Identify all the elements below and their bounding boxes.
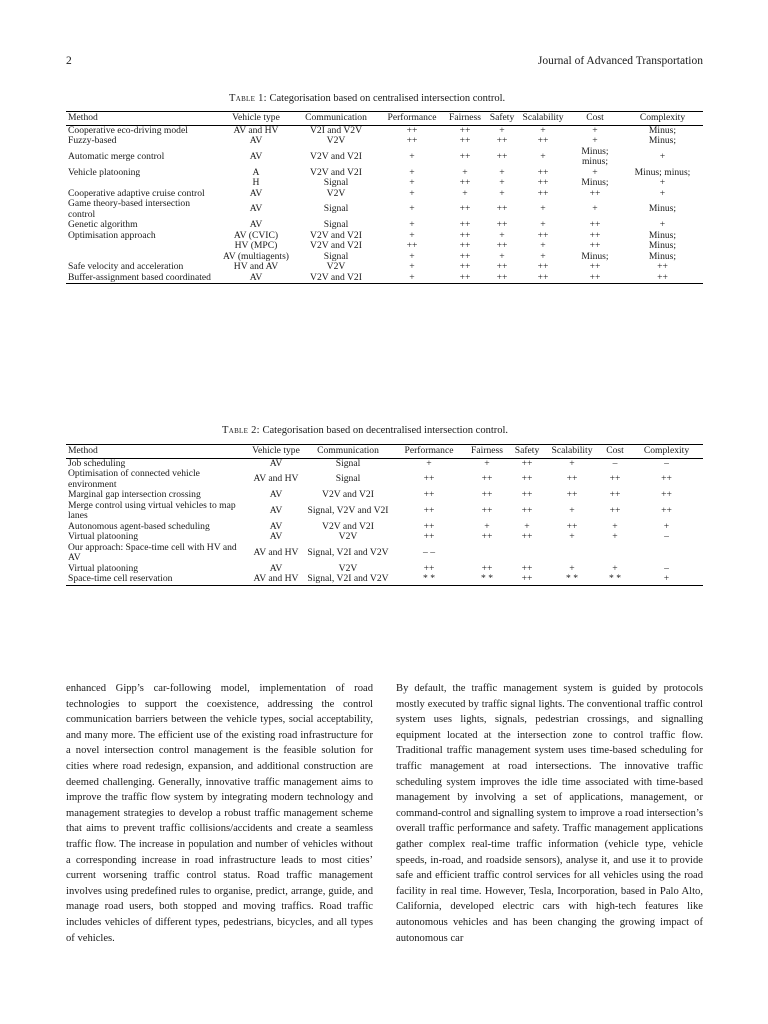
- table-cell-method: [66, 241, 220, 252]
- table-cell-safety: [510, 543, 544, 564]
- table-cell-safety: +: [499, 187, 505, 199]
- table-cell-cost: Minus;: [581, 177, 609, 188]
- table-cell-fair: ++: [459, 250, 471, 262]
- table1-header-cell: Fairness: [449, 112, 481, 123]
- table-cell-complexity: Minus; minus;: [634, 166, 691, 178]
- table-cell-safety: ++: [521, 457, 533, 469]
- table-cell-fair: ++: [481, 531, 493, 542]
- table-cell-fair: +: [484, 457, 490, 469]
- table-cell-method: Vehicle platooning: [68, 166, 141, 178]
- table-cell-method: Our approach: Space-time cell with HV and AV: [68, 541, 237, 563]
- table-cell-comm: Signal, V2V and V2I: [307, 504, 389, 516]
- table-cell-perf: ++: [423, 504, 435, 516]
- table1-caption-text: Categorisation based on centralised intersection control.: [269, 93, 506, 104]
- table-cell-safety: ++: [496, 150, 508, 162]
- table1-header-cell: Cost: [586, 112, 604, 123]
- table-cell-comm: V2V: [326, 187, 346, 199]
- table-cell-cost: +: [612, 531, 618, 542]
- table-cell-method: Merge control using virtual vehicles to map lanes: [68, 499, 236, 521]
- table-cell-cost: ++: [609, 504, 621, 516]
- table-cell-scal: ++: [537, 177, 549, 188]
- table-cell-fair: ++: [459, 177, 471, 188]
- table-cell-fair: +: [462, 166, 468, 178]
- table-cell-perf: +: [409, 250, 415, 262]
- table-cell-scal: ++: [566, 489, 578, 500]
- table-cell-scal: ++: [537, 261, 549, 272]
- table-cell-safety: ++: [496, 271, 508, 283]
- table2-header-cell: Fairness: [471, 445, 503, 456]
- table-cell-method: Autonomous agent-based scheduling: [68, 520, 210, 532]
- table2-label: Table 2:: [222, 425, 260, 436]
- table-cell-scal: * *: [566, 573, 578, 584]
- table-cell-perf: +: [409, 166, 415, 178]
- table-cell-complexity: –: [664, 457, 669, 469]
- table-cell-perf: ++: [423, 489, 435, 500]
- table-cell-cost: ++: [589, 271, 601, 283]
- table-cell-vehicle: AV: [249, 271, 263, 283]
- table-cell-complexity: Minus;: [648, 203, 677, 215]
- table-cell-comm: Signal: [323, 219, 349, 230]
- table-cell-method: Cooperative adaptive cruise control: [68, 187, 205, 199]
- table-cell-perf: ++: [423, 562, 435, 574]
- table1-header-cell: Method: [68, 112, 98, 123]
- table-cell-complexity: [630, 543, 703, 564]
- table-cell-scal: ++: [537, 229, 549, 241]
- table-cell-scal: [544, 543, 600, 564]
- table-cell-safety: +: [499, 124, 505, 136]
- table-cell-cost: ++: [589, 219, 601, 230]
- table-cell-comm: Signal, V2I and V2V: [307, 573, 389, 584]
- table-cell-method: Optimisation of connected vehicle environment: [68, 468, 200, 490]
- table-cell-method: Marginal gap intersection crossing: [68, 489, 201, 500]
- table-cell-fair: ++: [459, 240, 471, 251]
- table-cell-scal: ++: [566, 520, 578, 532]
- table-cell-fair: ++: [459, 150, 471, 162]
- table-cell-vehicle: AV: [269, 562, 283, 574]
- table-cell-vehicle: AV: [249, 150, 263, 162]
- table2-body: [66, 458, 703, 585]
- table2-header-cell: Vehicle type: [252, 445, 300, 456]
- table-cell-perf: +: [409, 261, 415, 272]
- table-cell-perf: +: [409, 203, 415, 215]
- table-cell-complexity: +: [659, 219, 666, 230]
- table-cell-complexity: +: [659, 150, 666, 162]
- table1-caption: [229, 93, 505, 104]
- table-cell-safety: +: [524, 520, 530, 532]
- table-cell-safety: +: [499, 166, 505, 178]
- table-cell-scal: +: [540, 250, 546, 262]
- table-cell-vehicle: H: [252, 177, 260, 188]
- table-cell-perf: – –: [423, 546, 435, 558]
- table-cell-comm: V2V: [326, 261, 346, 272]
- table-row: [66, 178, 703, 189]
- table-cell-comm: Signal: [323, 203, 349, 215]
- table-cell-cost: Minus;: [581, 250, 609, 262]
- table-cell-safety: +: [499, 177, 505, 188]
- table1-header-cell: Safety: [489, 112, 515, 123]
- table-row: [66, 231, 703, 242]
- table-cell-cost: ++: [609, 489, 621, 500]
- table-cell-perf: +: [409, 177, 415, 188]
- table-cell-cost: +: [612, 562, 618, 574]
- table-cell-safety: ++: [521, 573, 533, 584]
- table-cell-safety: ++: [521, 504, 533, 516]
- table-cell-cost: ++: [589, 187, 601, 199]
- table-cell-safety: ++: [521, 562, 533, 574]
- table-cell-cost: +: [592, 124, 598, 136]
- table-row: [66, 273, 703, 284]
- table-cell-safety: ++: [521, 489, 533, 500]
- table-cell-cost: +: [592, 166, 598, 178]
- table-cell-complexity: Minus;: [648, 229, 677, 241]
- table-cell-complexity: ++: [657, 271, 668, 283]
- table-cell-complexity: –: [664, 531, 669, 542]
- table-cell-fair: ++: [459, 135, 471, 146]
- table-row: [66, 241, 703, 252]
- table1-header-row: [66, 112, 703, 126]
- table-cell-fair: ++: [459, 229, 471, 241]
- table-row: [66, 490, 703, 501]
- table-cell-perf: * *: [423, 573, 435, 584]
- table-cell-fair: * *: [481, 573, 493, 584]
- table-row: [66, 469, 703, 490]
- table-row: [66, 501, 703, 522]
- table-cell-safety: ++: [496, 219, 508, 230]
- table-cell-method: Automatic merge control: [68, 150, 165, 162]
- table-cell-vehicle: HV and AV: [233, 261, 279, 272]
- table-cell-safety: ++: [496, 203, 508, 215]
- table1-header-cell: Communication: [305, 112, 367, 123]
- table-cell-perf: +: [409, 187, 415, 199]
- table-cell-safety: ++: [521, 531, 533, 542]
- table-cell-comm: Signal: [323, 250, 349, 262]
- table-cell-vehicle: AV and HV: [253, 473, 299, 485]
- table-cell-perf: +: [409, 229, 415, 241]
- table-cell-cost: –: [612, 457, 618, 469]
- table-cell-comm: V2V and V2I: [310, 271, 362, 283]
- table-cell-method: [66, 178, 220, 189]
- table-cell-comm: V2V and V2I: [310, 240, 362, 251]
- table-cell-complexity: ++: [661, 489, 672, 500]
- table-cell-comm: V2V and V2I: [322, 489, 374, 500]
- journal-title: Journal of Advanced Transportation: [537, 55, 703, 67]
- table-cell-complexity: –: [664, 562, 669, 574]
- table-cell-scal: +: [569, 504, 575, 516]
- table-cell-vehicle: AV: [269, 531, 283, 542]
- table-cell-fair: ++: [481, 489, 493, 500]
- table-cell-vehicle: AV (CVIC): [233, 229, 279, 241]
- table1-label: Table 1:: [229, 93, 267, 104]
- table-cell-complexity: +: [663, 573, 670, 584]
- table-cell-method: Job scheduling: [68, 457, 126, 469]
- table-cell-fair: ++: [459, 124, 471, 136]
- table-cell-comm: V2I and V2V: [309, 124, 363, 136]
- table1-header-cell: Performance: [387, 112, 437, 123]
- table-cell-vehicle: AV: [249, 135, 263, 146]
- table-cell-comm: Signal: [335, 457, 361, 469]
- table-cell-vehicle: AV and HV: [253, 546, 299, 558]
- table-cell-complexity: +: [663, 520, 670, 532]
- table-cell-vehicle: AV: [269, 520, 283, 532]
- table-row: [66, 532, 703, 543]
- table-cell-fair: [464, 543, 510, 564]
- table-cell-complexity: +: [659, 177, 666, 188]
- table-cell-method: Safe velocity and acceleration: [68, 261, 184, 272]
- table1-header-cell: Complexity: [639, 112, 686, 123]
- table-cell-vehicle: HV (MPC): [234, 240, 278, 251]
- table-cell-method: Cooperative eco-driving model: [68, 124, 188, 136]
- table-cell-cost: ++: [589, 261, 601, 272]
- table-row: [66, 199, 703, 220]
- table-cell-perf: ++: [406, 240, 418, 251]
- table2-header-row: [66, 445, 703, 459]
- table-cell-vehicle: AV: [249, 203, 263, 215]
- table-cell-perf: ++: [406, 135, 418, 146]
- table-cell-method: Optimisation approach: [68, 229, 156, 241]
- table2-header-cell: Method: [68, 445, 98, 456]
- table-row: [66, 125, 703, 136]
- table-cell-fair: ++: [459, 261, 471, 272]
- table-cell-safety: +: [499, 229, 505, 241]
- table-cell-scal: +: [540, 124, 546, 136]
- table-cell-complexity: ++: [657, 261, 668, 272]
- table-cell-method: Buffer-assignment based coordinated: [68, 271, 211, 283]
- table-centralised: [66, 111, 703, 284]
- table-cell-cost: [600, 543, 630, 564]
- table-cell-method: Genetic algorithm: [68, 219, 138, 230]
- table-cell-scal: +: [540, 219, 546, 230]
- table2-header-cell: Cost: [606, 445, 624, 456]
- table-cell-perf: +: [409, 150, 415, 162]
- table-cell-scal: +: [540, 240, 546, 251]
- table-cell-fair: ++: [459, 219, 471, 230]
- table-cell-cost: ++: [589, 240, 601, 251]
- table-cell-comm: V2V: [338, 531, 358, 542]
- body-column-right: By default, the traffic management system is guided by protocols mostly executed by traffic signal lights. The conventional traffic control system uses lights, signals, pedestrian crossings, and signalling equipment located at the intersection zone to control traffic flow. Traditional traffic management system uses time-based scheduling for traffic management at road intersections. The innovative traffic scheduling system improves the idle time associated with time-based management by involving a set of applications, management, or command-control and signalling system to improve a road intersection’s overall traffic performance and safety. Traffic management applications gather complex real-time traffic information (vehicle type, vehicle speeds, in-road, and roadside sensors), analyse it, and use it to provide safe and efficient traffic control services for all vehicles using the road facility in real time. However, Tesla, Incorporation, based in Palo Alto, California, developed electric cars with high-tech features like autonomous vehicles and has been changing the growing impact of autonomous car: [396, 683, 703, 944]
- table-row: [66, 522, 703, 533]
- table-cell-scal: +: [540, 150, 546, 162]
- table2-header-cell: Safety: [514, 445, 540, 456]
- body-column-left: enhanced Gipp’s car-following model, implementation of road technologies to support the coexistence, addressing the control communication barriers between the vehicle types, social acceptability, and many more. The efficient use of the existing road infrastructure for a novel intersection control management is the feasible solution for cities where road redesign, expansion, and additional construction are deemed challenging. Generally, innovative traffic management aims to improve the traffic flow system by integrating modern technology and management strategies to develop a robust traffic management scheme that aims to prevent traffic collisions/accidents and create a seamless traffic flow. The increase in population and number of vehicles without a corresponding increase in road infrastructure leads to most cities’ current worsening traffic control status. Road traffic management involves using predefined rules to organise, predict, arrange, guide, and manage road users, both stopped and moving traffics. Road traffic includes vehicles of different types, pedestrians, bicycles, and all types of vehicles.: [66, 683, 373, 944]
- table-cell-method: Virtual platooning: [68, 531, 139, 542]
- table-cell-fair: +: [462, 187, 468, 199]
- table-cell-cost: Minus; minus;: [581, 145, 609, 167]
- table2-header-cell: Communication: [317, 445, 379, 456]
- table-cell-comm: V2V: [326, 135, 346, 146]
- table-cell-cost: +: [612, 520, 618, 532]
- table-cell-method: Space-time cell reservation: [68, 573, 173, 584]
- table-cell-safety: +: [499, 250, 505, 262]
- table-cell-comm: V2V and V2I: [310, 150, 362, 162]
- table-cell-comm: V2V and V2I: [322, 520, 374, 532]
- table-cell-comm: V2V: [338, 562, 358, 574]
- table1-body: [66, 125, 703, 284]
- table-cell-perf: +: [426, 457, 432, 469]
- table-cell-scal: ++: [537, 271, 549, 283]
- table-cell-vehicle: AV: [269, 504, 283, 516]
- table-cell-scal: ++: [537, 166, 549, 178]
- table1-header-cell: Scalability: [522, 112, 564, 123]
- table-cell-perf: ++: [406, 124, 418, 136]
- table-cell-comm: Signal: [335, 473, 361, 485]
- table-cell-cost: ++: [589, 229, 601, 241]
- table1-header-cell: Vehicle type: [232, 112, 280, 123]
- table-cell-scal: +: [540, 203, 546, 215]
- table-cell-perf: +: [409, 271, 415, 283]
- table-cell-method: Fuzzy-based: [68, 135, 117, 146]
- table-cell-fair: +: [484, 520, 490, 532]
- running-header: [66, 55, 703, 71]
- table-cell-complexity: ++: [661, 473, 672, 485]
- table-cell-complexity: +: [659, 187, 666, 199]
- table-cell-safety: ++: [496, 240, 508, 251]
- table-cell-cost: +: [592, 203, 598, 215]
- table-cell-comm: V2V and V2I: [310, 229, 362, 241]
- table-cell-scal: ++: [566, 473, 578, 485]
- table-cell-vehicle: AV: [269, 489, 283, 500]
- table-cell-cost: ++: [609, 473, 621, 485]
- table-cell-complexity: ++: [661, 504, 672, 516]
- table-cell-scal: +: [569, 562, 575, 574]
- table-row: [66, 147, 703, 168]
- table-cell-scal: ++: [537, 135, 549, 146]
- table-cell-fair: ++: [459, 203, 471, 215]
- table-cell-safety: ++: [521, 473, 533, 485]
- table-row: [66, 262, 703, 273]
- table-cell-complexity: Minus;: [648, 124, 677, 136]
- table-cell-comm: Signal: [323, 177, 349, 188]
- table-cell-complexity: Minus;: [648, 240, 677, 251]
- table-cell-fair: ++: [481, 473, 493, 485]
- table-cell-vehicle: AV and HV: [253, 573, 299, 584]
- table-cell-perf: ++: [423, 520, 435, 532]
- table-cell-cost: * *: [609, 573, 621, 584]
- table-cell-perf: ++: [423, 473, 435, 485]
- table-cell-method: Game theory-based intersection control: [68, 198, 191, 220]
- table-row: [66, 220, 703, 231]
- table-row: [66, 136, 703, 147]
- table-cell-vehicle: A: [252, 166, 260, 178]
- table-cell-safety: ++: [496, 261, 508, 272]
- table-cell-safety: ++: [496, 135, 508, 146]
- table-cell-complexity: Minus;: [648, 250, 677, 262]
- table-cell-fair: ++: [481, 562, 493, 574]
- table2-header-cell: Complexity: [643, 445, 690, 456]
- table-cell-vehicle: AV and HV: [233, 124, 279, 136]
- table2-caption-text: Categorisation based on decentralised intersection control.: [262, 425, 509, 436]
- table-cell-complexity: Minus;: [648, 135, 677, 146]
- table-decentralised: [66, 444, 703, 586]
- table-cell-scal: +: [569, 531, 575, 542]
- table-cell-vehicle: AV: [249, 219, 263, 230]
- table-row: [66, 543, 703, 564]
- table-cell-method: Virtual platooning: [68, 562, 139, 574]
- table-cell-fair: ++: [481, 504, 493, 516]
- table-cell-perf: +: [409, 219, 415, 230]
- table2-caption: [222, 425, 508, 436]
- table-cell-vehicle: AV: [249, 187, 263, 199]
- table-cell-cost: +: [592, 135, 598, 146]
- table-cell-perf: ++: [423, 531, 435, 542]
- table-cell-scal: +: [569, 457, 575, 469]
- table2-header-cell: Performance: [404, 445, 454, 456]
- table-cell-comm: V2V and V2I: [310, 166, 362, 178]
- table2-header-cell: Scalability: [551, 445, 593, 456]
- table-cell-scal: ++: [537, 187, 549, 199]
- table-cell-fair: ++: [459, 271, 471, 283]
- table-row: [66, 574, 703, 585]
- table-cell-comm: Signal, V2I and V2V: [307, 546, 389, 558]
- page-number: 2: [66, 55, 72, 67]
- table-cell-vehicle: AV: [269, 457, 283, 469]
- table-cell-vehicle: AV (multiagents): [223, 250, 289, 262]
